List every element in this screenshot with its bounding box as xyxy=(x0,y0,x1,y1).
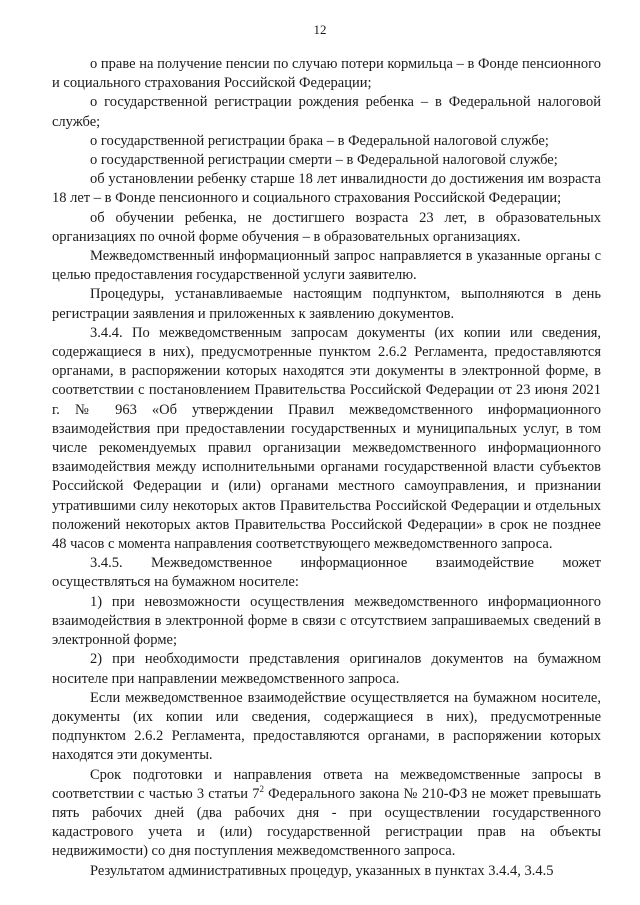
page-number: 12 xyxy=(313,22,327,37)
paragraph: о государственной регистрации брака – в Федеральной налоговой службе; xyxy=(90,132,549,149)
paragraph: 1) при невозможности осуществления межведомственного информационного взаимодействия в электронной форме в связи с отсутствием запрашиваемых сведений в электронной форме; xyxy=(52,593,601,649)
paragraph-last: Результатом административных процедур, указанных в пунктах 3.4.4, 3.4.5 xyxy=(90,862,554,879)
srok-text-after: Федерального закона № 210-ФЗ не может превышать пять рабочих дней (два рабочих дня - при осуществлении государственного кадастрового учета и (или) государственной регистрации прав на объекты недвижимости) со дня поступления межведомственного запроса. xyxy=(52,785,601,860)
paragraph: 2) при необходимости представления оригиналов документов на бумажном носителе при направлении межведомственного запроса. xyxy=(52,651,601,687)
paragraph: Если межведомственное взаимодействие осуществляется на бумажном носителе, документы (их копии или сведения, содержащиеся в них), предусмотренные подпунктом 2.6.2 Регламента, предоставляются органами, в распоряжении которых находятся эти документы. xyxy=(52,689,601,764)
document-body xyxy=(52,55,601,881)
paragraph: об установлении ребенку старше 18 лет инвалидности до достижения им возраста 18 лет – в Фонде пенсионного и социального страхования Российской Федерации; xyxy=(52,171,601,207)
paragraph: 3.4.4. По межведомственным запросам документы (их копии или сведения, содержащиеся в них), предусмотренные пунктом 2.6.2 Регламента, предоставляются органами, в распоряжении которых находятся эти документы в электронной форме, в соответствии с постановлением Правительства Российской Федерации от 23 июня 2021 г. № 963 «Об утверждении Правил межведомственного информационного взаимодействия при предоставлении государственных и муниципальных услуг, в том числе рекомендуемых правил организации межведомственного информационного взаимодействия между исполнительными органами государственной власти субъектов Российской Федерации и (или) органами местного самоуправления, и признании утратившими силу некоторых актов Правительства Российской Федерации и отдельных положений некоторых актов Правительства Российской Федерации» в срок не позднее 48 часов с момента направления соответствующего межведомственного запроса. xyxy=(52,324,601,553)
paragraph: о государственной регистрации рождения ребенка – в Федеральной налоговой службе; xyxy=(52,94,601,130)
paragraph-srok xyxy=(52,766,601,862)
paragraph: Межведомственный информационный запрос направляется в указанные органы с целью предоставления государственной услуги заявителю. xyxy=(52,248,601,284)
paragraph: Процедуры, устанавливаемые настоящим подпунктом, выполняются в день регистрации заявления и приложенных к заявлению документов. xyxy=(52,286,601,322)
paragraph: о праве на получение пенсии по случаю потери кормильца – в Фонде пенсионного и социального страхования Российской Федерации; xyxy=(52,56,601,92)
paragraph: об обучении ребенка, не достигшего возраста 23 лет, в образовательных организациях по очной форме обучения – в образовательных организациях. xyxy=(52,209,601,245)
paragraph: о государственной регистрации смерти – в Федеральной налоговой службе; xyxy=(90,152,558,169)
srok-text-before: Срок подготовки и направления ответа на межведомственные запросы в соответствии с частью 3 статьи 7 xyxy=(52,766,601,802)
superscript: 2 xyxy=(259,783,264,794)
paragraph: 3.4.5. Межведомственное информационное взаимодействие может осуществляться на бумажном носителе: xyxy=(52,555,601,591)
